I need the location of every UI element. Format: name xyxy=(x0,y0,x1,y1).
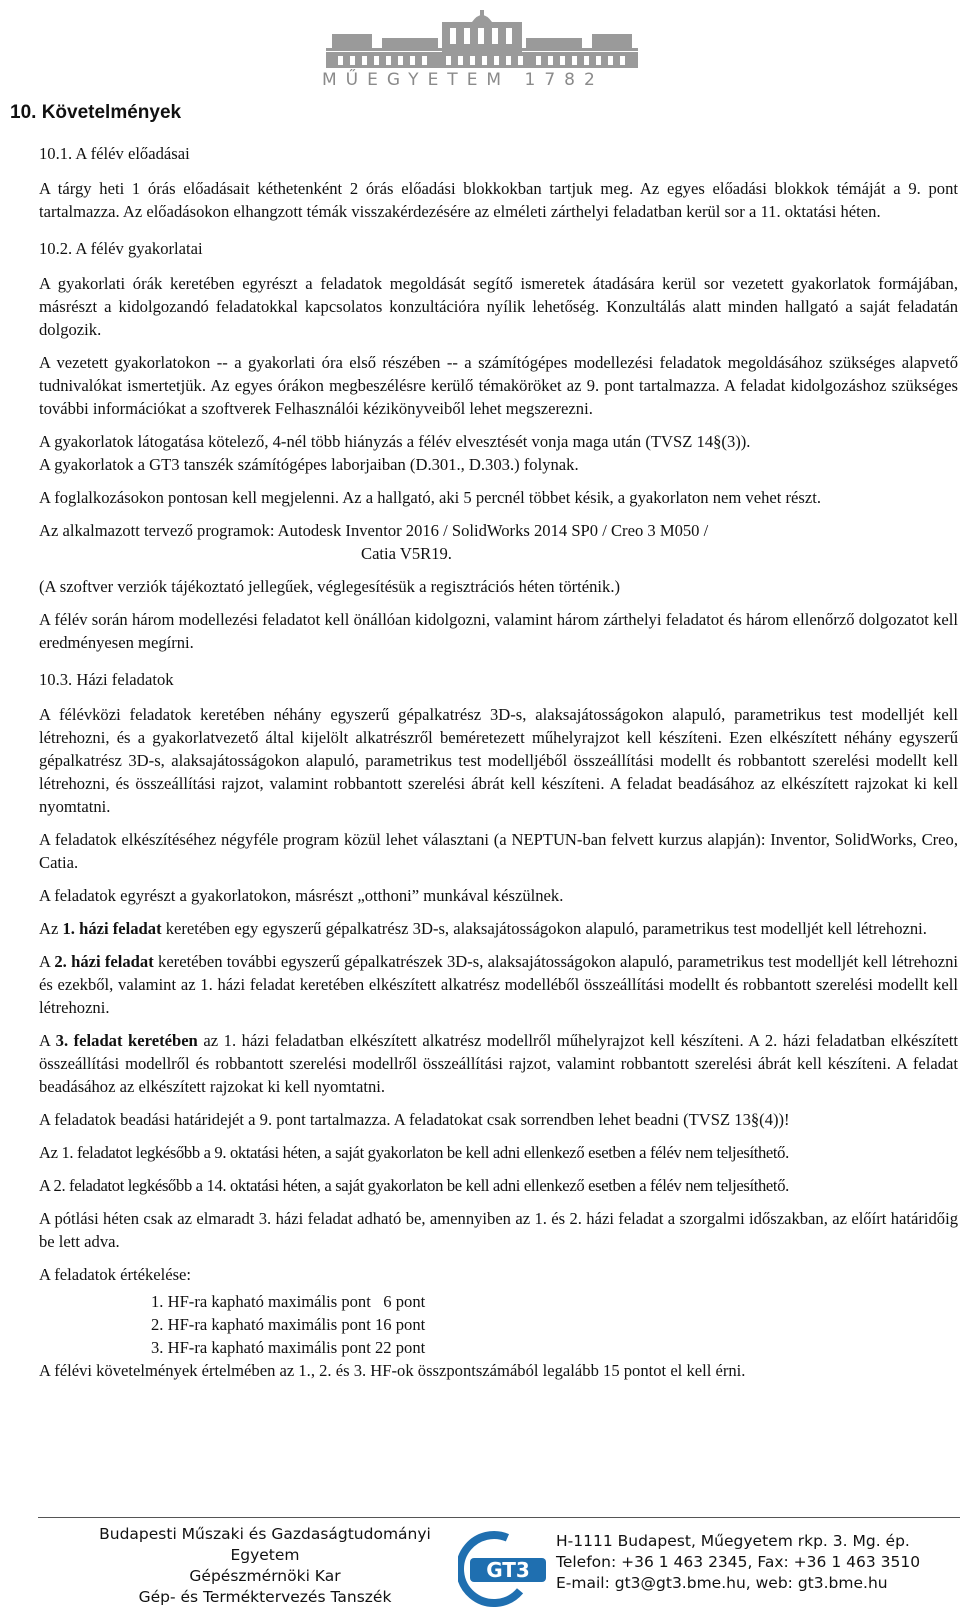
paragraph-continuation: Catia V5R19. xyxy=(361,544,452,563)
footer-university-cont: Egyetem xyxy=(230,1546,300,1564)
bold-text: 2. házi feladat xyxy=(54,952,154,971)
footer-institution xyxy=(80,1524,450,1608)
points-list xyxy=(39,1290,958,1359)
paragraph: A tárgy heti 1 órás előadásait kéthetenként 2 órás előadási blokkokban tartjuk meg. Az egyes előadási blokkok témáját a 9. pont tartalmazza. Az előadásokon elhangzott témák visszakérdezésére az elméleti zárthelyi feladatban kerül sor a 11. oktatási héten. xyxy=(39,179,958,221)
paragraph: Az 1. feladatot legkésőbb a 9. oktatási héten, a saját gyakorlaton be kell adni ellenkező esetben a félév nem teljesíthető. xyxy=(39,1143,789,1162)
list-item xyxy=(151,1336,958,1359)
gt3-logo-text: GT3 xyxy=(486,1558,530,1582)
bold-text: 1. házi feladat xyxy=(62,919,162,938)
paragraph-final: A félévi követelmények értelmében az 1., 2. és 3. HF-ok összpontszámából legalább 15 pontot el kell érni. xyxy=(39,1361,746,1380)
list-item xyxy=(151,1290,958,1313)
text-run: A xyxy=(39,952,55,971)
paragraph: Az alkalmazott tervező programok: Autodesk Inventor 2016 / SolidWorks 2014 SP0 / Creo 3 M050 / xyxy=(39,521,709,540)
list-item xyxy=(151,1313,958,1336)
paragraph: A félév során három modellezési feladatot kell önállóan kidolgozni, valamint három zárthelyi feladatot és három ellenőrző dolgozatot kell eredményesen megírni. xyxy=(39,610,958,652)
paragraph: A 2. feladatot legkésőbb a 14. oktatási héten, a saját gyakorlaton be kell adni ellenkező esetben a félév nem teljesíthető. xyxy=(39,1176,789,1195)
document-body xyxy=(39,142,958,1392)
footer-email: E-mail: gt3@gt3.bme.hu, web: gt3.bme.hu xyxy=(556,1574,888,1592)
footer-phone: Telefon: +36 1 463 2345, Fax: +36 1 463 3510 xyxy=(556,1553,921,1571)
footer-address: H-1111 Budapest, Műegyetem rkp. 3. Mg. ép. xyxy=(556,1532,910,1550)
logo-wordmark: MŰEGYETEM 1782 xyxy=(322,70,604,90)
paragraph xyxy=(39,950,958,1019)
footer-divider xyxy=(38,1517,960,1518)
paragraph: A foglalkozásokon pontosan kell megjelenni. Az a hallgató, aki 5 percnél többet késik, a gyakorlaton nem vehet részt. xyxy=(39,488,821,507)
gt3-logo-icon xyxy=(458,1528,550,1610)
paragraph: A gyakorlati órák keretében egyrészt a feladatok megoldását segítő ismeretek átadására kerül sor vezetett gyakorlatok formájában, másrészt a kidolgozandó feladatokkal kapcsolatos konzultációra nyílik lehetőség. Konzultálás alatt minden hallgató a saját feladatán dolgozik. xyxy=(39,274,958,339)
section-title-homework: 10.3. Házi feladatok xyxy=(39,670,174,689)
paragraph-line: A gyakorlatok a GT3 tanszék számítógépes laborjaiban (D.301., D.303.) folynak. xyxy=(39,455,579,474)
page-title: 10. Követelmények xyxy=(10,102,182,123)
text-run: Az xyxy=(39,919,63,938)
footer-university: Budapesti Műszaki és Gazdaságtudományi xyxy=(99,1525,431,1543)
section-title-practices: 10.2. A félév gyakorlatai xyxy=(39,239,203,258)
list-item-label: 1. HF-ra kapható maximális pont xyxy=(151,1292,371,1311)
footer-department: Gép- és Terméktervezés Tanszék xyxy=(138,1588,392,1606)
text-run: az 1. házi feladatban elkészített alkatrész modellről műhelyrajzot kell készíteni. A 2. házi feladatban elkészített összeállítási modellről és robbantott szerelési modellről összeállítási rajzot, valamint robbantott szerelési ábrát kell készíteni. A feladat beadásához az elkészített rajzokat ki kell nyomtatni. xyxy=(39,1031,958,1096)
list-item-points: 6 pont xyxy=(383,1292,426,1311)
paragraph xyxy=(39,1029,958,1098)
paragraph: A feladatok beadási határidejét a 9. pont tartalmazza. A feladatokat csak sorrendben lehet beadni (TVSZ 13§(4))! xyxy=(39,1110,790,1129)
list-item-label: 2. HF-ra kapható maximális pont xyxy=(151,1315,371,1334)
list-item-points: 16 pont xyxy=(374,1315,426,1334)
text-run: keretében további egyszerű gépalkatrészek 3D-s, alaksajátosságokon alapuló, parametrikus test modelljét kell létrehozni és ezekből, valamint az 1. házi feladat keretében elkészített alkatrész modelléből összeállítási modellt és robbantott szerelési modellt kell létrehozni. xyxy=(39,952,959,1017)
list-item-label: 3. HF-ra kapható maximális pont xyxy=(151,1338,371,1357)
paragraph: (A szoftver verziók tájékoztató jellegűek, véglegesítésük a regisztrációs héten történik.) xyxy=(39,577,621,596)
paragraph: A feladatok egyrészt a gyakorlatokon, másrészt „otthoni” munkával készülnek. xyxy=(39,886,564,905)
text-run: A xyxy=(39,1031,56,1050)
paragraph: A feladatok elkészítéséhez négyféle program közül lehet választani (a NEPTUN-ban felvett kurzus alapján): Inventor, SolidWorks, Creo, Catia. xyxy=(39,830,958,872)
paragraph: A vezetett gyakorlatokon -- a gyakorlati óra első részében -- a számítógépes modellezési feladatok megoldásához szükséges alapvető tudnivalókat ismertetjük. Az egyes órákon megbeszélésre kerülő témaköröket az 9. pont tartalmazza. A feladat kidolgozáshoz szükséges további információkat a szoftverek Felhasználói kézikönyveiből lehet megszerezni. xyxy=(39,353,958,418)
footer-contact xyxy=(556,1531,956,1594)
paragraph xyxy=(39,917,958,940)
bold-text: 3. feladat keretében xyxy=(55,1031,198,1050)
paragraph-line: A gyakorlatok látogatása kötelező, 4-nél több hiányzás a félév elvesztését vonja maga után (TVSZ 14§(3)). xyxy=(39,432,751,451)
section-title-lectures: 10.1. A félév előadásai xyxy=(39,144,190,163)
paragraph xyxy=(39,430,958,476)
footer-faculty: Gépészmérnöki Kar xyxy=(189,1567,341,1585)
paragraph: A pótlási héten csak az elmaradt 3. házi feladat adható be, amennyiben az 1. és 2. házi feladat a szorgalmi időszakban, az előírt határidőig be lett adva. xyxy=(39,1209,958,1251)
paragraph: A feladatok értékelése: xyxy=(39,1265,192,1284)
list-item-points: 22 pont xyxy=(374,1338,426,1357)
paragraph: A félévközi feladatok keretében néhány egyszerű gépalkatrész 3D-s, alaksajátosságokon alapuló, parametrikus test modelljét kell létrehozni, és a gyakorlatvezető által kijelölt alkatrészről beméretezett műhelyrajzot kell készíteni. Ezen elkészített néhány egyszerű gépalkatrész 3D-s, alaksajátosságokon alapuló, parametrikus test modelljéből összeállítási modellt és robbantott szerelési modellt kell létrehozni, és összeállítási rajzot, valamint robbantott szerelési ábrát kell készíteni. A feladat beadásához az elkészített rajzokat ki kell nyomtatni. xyxy=(39,705,958,816)
text-run: keretében egy egyszerű gépalkatrész 3D-s, alaksajátosságokon alapuló, parametrikus test modelljét kell létrehozni. xyxy=(161,919,927,938)
